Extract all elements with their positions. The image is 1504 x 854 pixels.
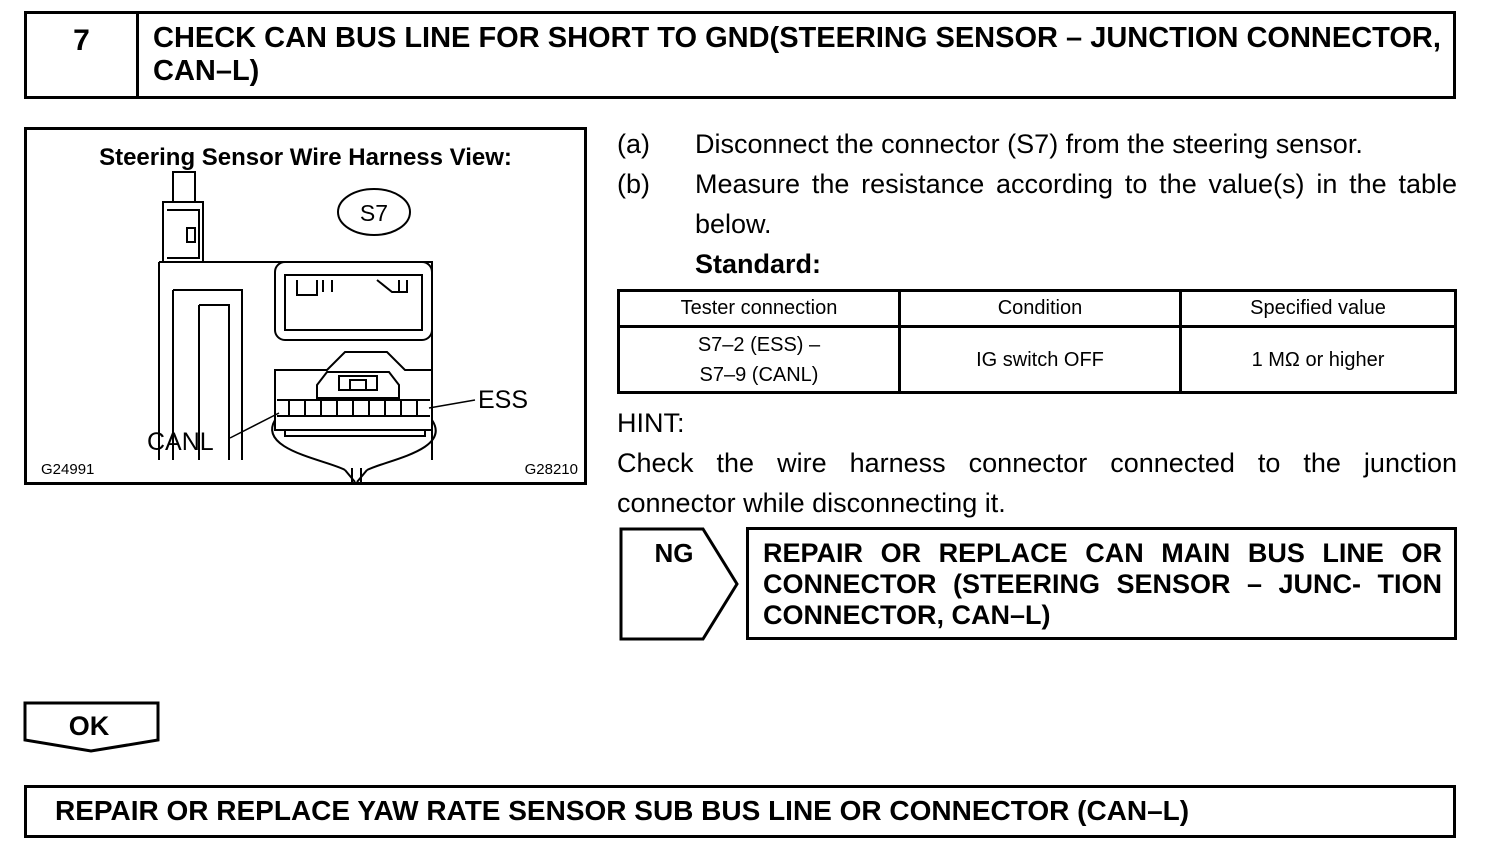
table-header: Condition: [900, 291, 1181, 327]
hint-label: HINT:: [617, 408, 685, 438]
table-header: Specified value: [1181, 291, 1456, 327]
step-header: [24, 11, 1456, 99]
spec-table: [617, 289, 1457, 394]
ng-action-box: [746, 527, 1457, 640]
connector-label: S7: [359, 200, 389, 226]
ng-action-text: REPAIR OR REPLACE CAN MAIN BUS LINE OR CONNECTOR (STEERING SENSOR – JUNC- TION CONNECTOR, CAN–L): [763, 538, 1442, 630]
specified-value-cell: 1 MΩ or higher: [1181, 327, 1456, 393]
connection-line-1: S7–2 (ESS) –: [697, 333, 821, 356]
hint-text: Check the wire harness connector connected to the junction connector while disconnecting it.: [617, 448, 1457, 518]
ng-label: NG: [654, 538, 694, 568]
standard-label: Standard:: [695, 249, 822, 279]
instruction-item: [617, 164, 1457, 244]
figure-title: Steering Sensor Wire Harness View:: [99, 144, 512, 171]
table-header: Tester connection: [619, 291, 900, 327]
ok-action-box: [24, 785, 1456, 838]
instructions: [617, 124, 1457, 284]
figure-code-left: G24991: [41, 461, 95, 478]
instruction-item: [617, 124, 1457, 164]
instruction-text: Disconnect the connector (S7) from the steering sensor.: [695, 129, 1363, 159]
step-number: 7: [27, 14, 139, 96]
ok-action-text: REPAIR OR REPLACE YAW RATE SENSOR SUB BUS LINE OR CONNECTOR (CAN–L): [55, 795, 1190, 826]
table-row: [619, 327, 1456, 393]
ok-arrow: [23, 701, 160, 753]
hint: [617, 403, 1457, 523]
instruction-text: Measure the resistance according to the value(s) in the table below.: [695, 169, 1457, 239]
instruction-label: (a): [617, 129, 650, 159]
tester-connection-cell: [619, 327, 900, 393]
connection-line-2: S7–9 (CANL): [699, 363, 819, 386]
step-title: CHECK CAN BUS LINE FOR SHORT TO GND(STEERING SENSOR – JUNCTION CONNECTOR, CAN–L): [153, 22, 1441, 87]
figure-code-right: G28210: [524, 461, 578, 478]
wire-harness-figure: [24, 127, 587, 485]
ng-arrow: [619, 527, 743, 641]
ok-label: OK: [68, 711, 110, 741]
table-header-row: [619, 291, 1456, 327]
canl-label: CANL: [147, 428, 214, 456]
ess-label: ESS: [478, 386, 529, 414]
condition-cell: IG switch OFF: [900, 327, 1181, 393]
connector-diagram: [27, 130, 584, 482]
instruction-label: (b): [617, 169, 650, 199]
